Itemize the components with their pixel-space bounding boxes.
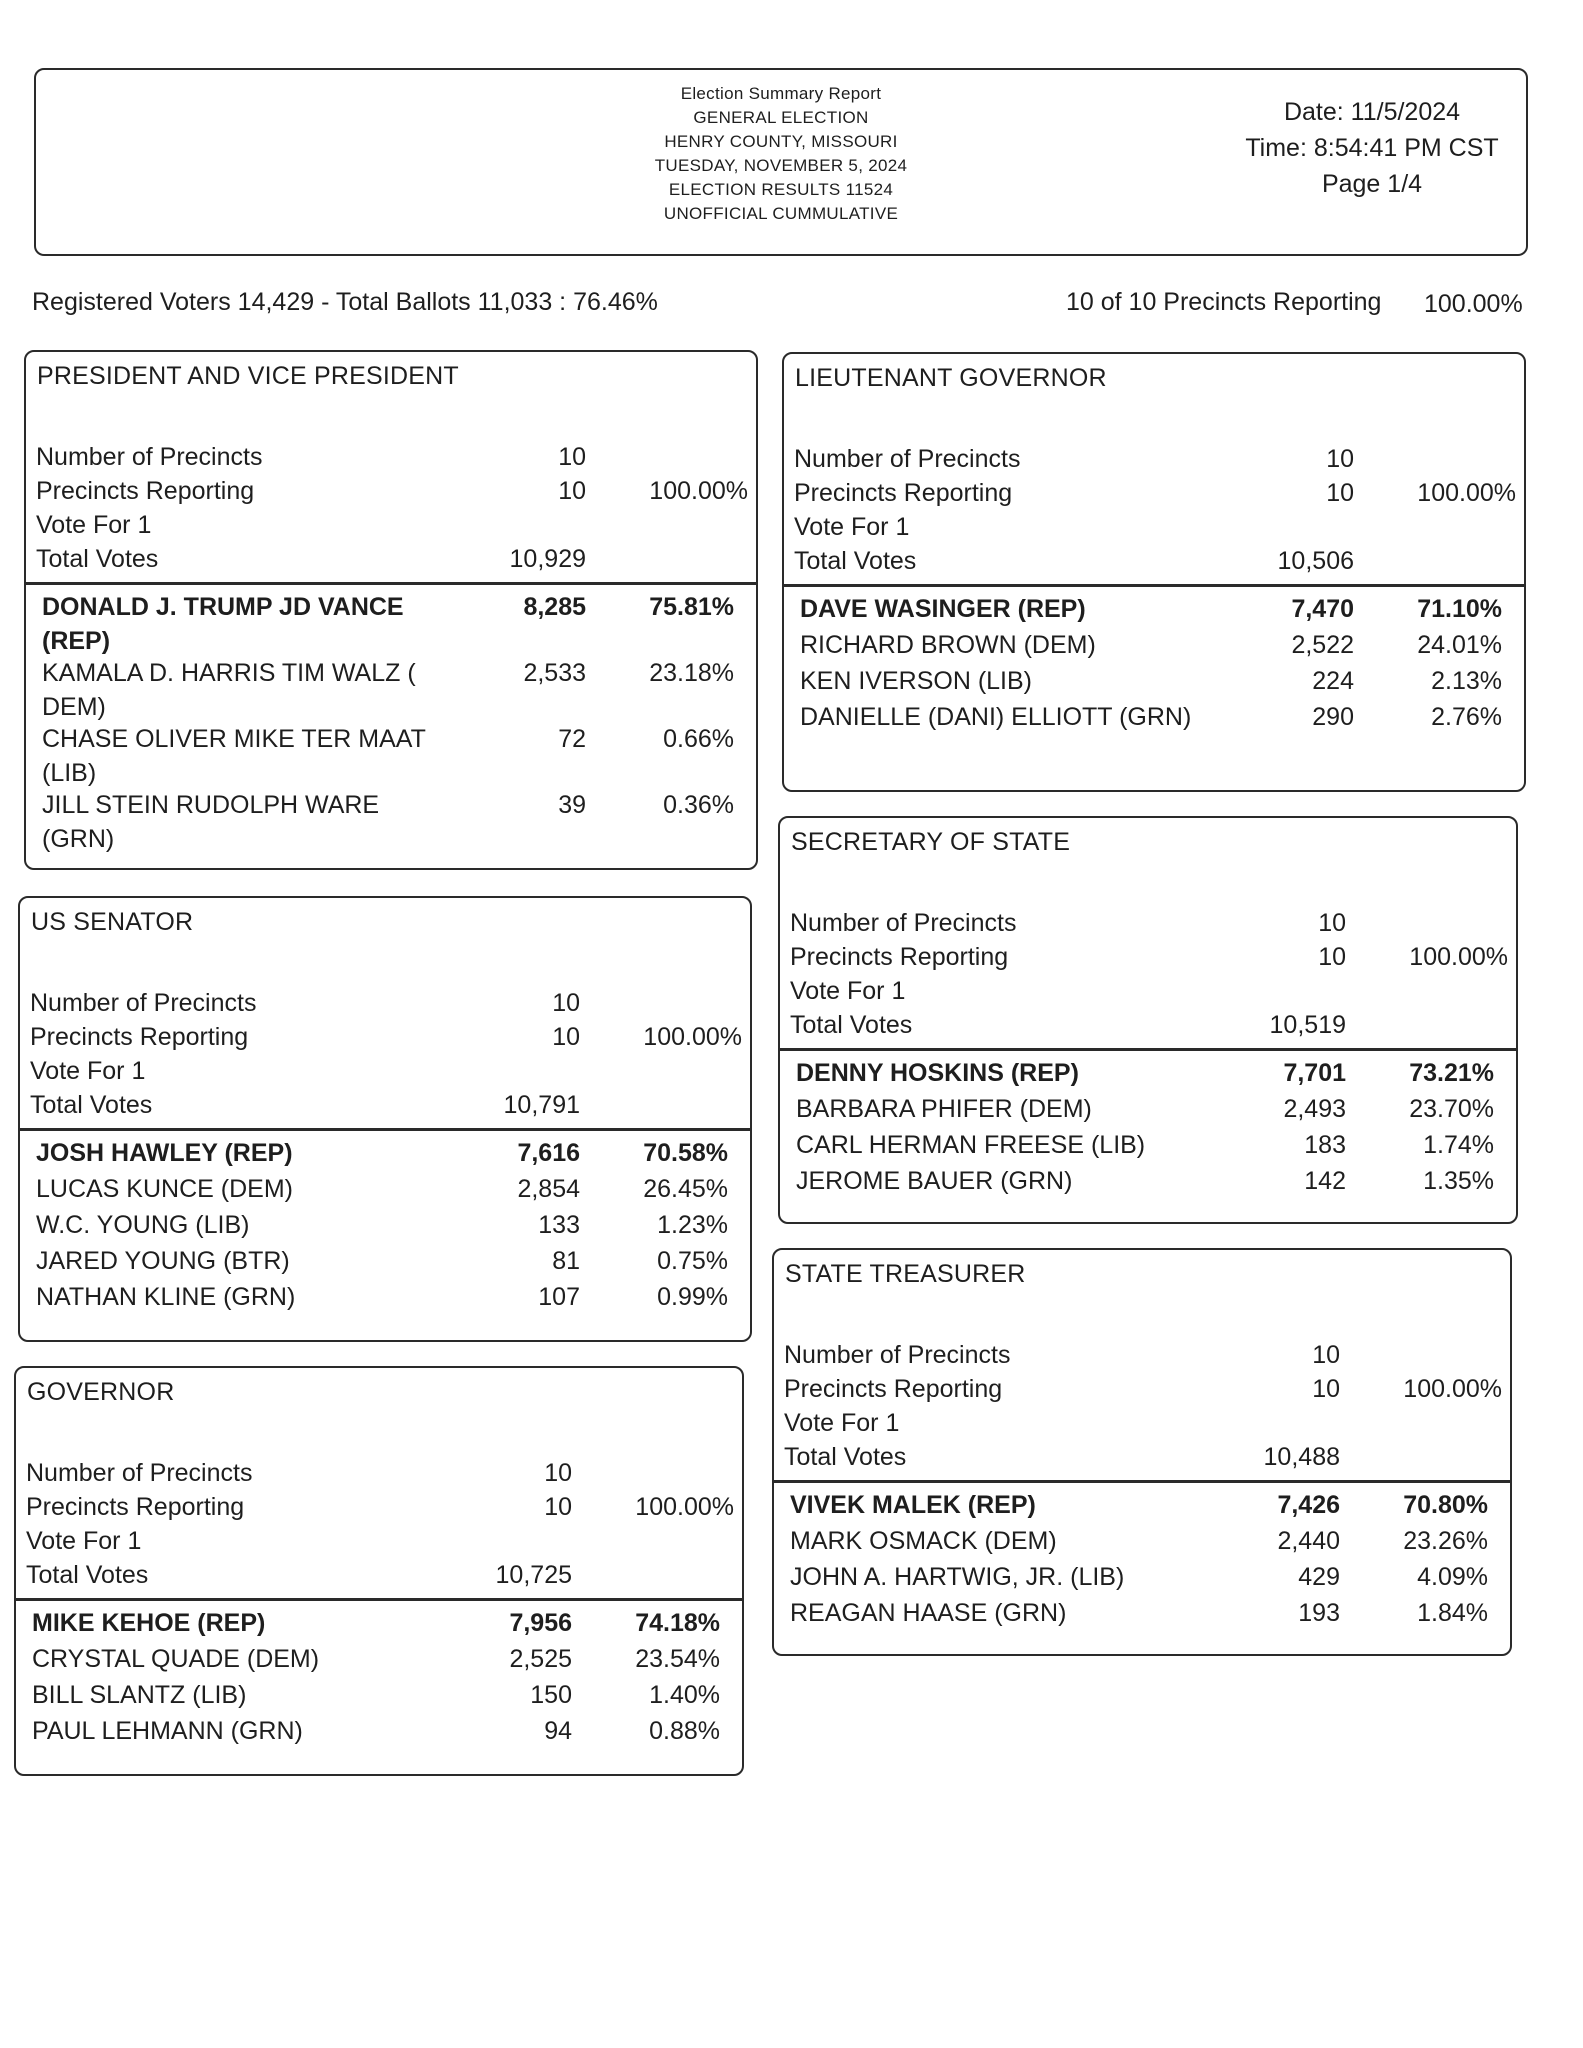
contest-title: US SENATOR <box>31 908 194 936</box>
candidate-percent: 23.26% <box>1403 1527 1488 1555</box>
contest-divider <box>782 584 1526 587</box>
candidate-name: NATHAN KLINE (GRN) <box>36 1283 296 1311</box>
candidate-row <box>780 1056 1516 1092</box>
contest-divider <box>778 1048 1518 1051</box>
precincts-reporting-row <box>20 1020 750 1054</box>
row-label: Vote For 1 <box>794 513 910 541</box>
candidate-name: DAVE WASINGER (REP) <box>800 595 1086 623</box>
report-meta <box>1232 94 1512 202</box>
precincts-reporting-summary: 10 of 10 Precincts Reporting <box>1066 288 1382 316</box>
row-label: Total Votes <box>30 1091 153 1119</box>
precincts-reporting-row <box>26 474 756 508</box>
results-id: ELECTION RESULTS 11524 <box>668 180 894 199</box>
row-value: 10 <box>558 443 586 471</box>
row-value: 10 <box>544 1493 572 1521</box>
candidate-row <box>20 1244 750 1280</box>
row-value: 10,725 <box>495 1561 572 1589</box>
candidate-votes: 39 <box>558 791 586 819</box>
candidate-percent: 0.88% <box>649 1717 720 1745</box>
row-label: Vote For 1 <box>36 511 152 539</box>
candidate-row <box>16 1606 742 1642</box>
row-label: Vote For 1 <box>784 1409 900 1437</box>
candidate-name: VIVEK MALEK (REP) <box>790 1491 1036 1519</box>
candidate-name: BARBARA PHIFER (DEM) <box>796 1095 1092 1123</box>
report-title: Election Summary Report <box>680 84 882 103</box>
number-of-precincts-row <box>16 1456 742 1490</box>
page-number: Page 1/4 <box>1321 170 1423 198</box>
candidate-votes: 290 <box>1312 703 1354 731</box>
row-label: Number of Precincts <box>26 1459 253 1487</box>
candidate-votes: 81 <box>552 1247 580 1275</box>
candidate-votes: 2,854 <box>517 1175 580 1203</box>
candidate-name: REAGAN HAASE (GRN) <box>790 1599 1067 1627</box>
candidate-percent: 24.01% <box>1417 631 1502 659</box>
total-votes-row <box>20 1088 750 1122</box>
row-label: Number of Precincts <box>30 989 257 1017</box>
candidate-votes: 2,533 <box>523 659 586 687</box>
candidate-percent: 1.35% <box>1423 1167 1494 1195</box>
total-votes-row <box>780 1008 1516 1042</box>
row-value: 10,929 <box>509 545 586 573</box>
candidate-votes: 183 <box>1304 1131 1346 1159</box>
candidate-votes: 8,285 <box>523 593 586 621</box>
election-name: GENERAL ELECTION <box>693 108 869 127</box>
candidate-row <box>20 1208 750 1244</box>
vote-for-row <box>780 974 1516 1008</box>
row-value: 10,791 <box>503 1091 580 1119</box>
candidate-name: RICHARD BROWN (DEM) <box>800 631 1096 659</box>
row-label: Total Votes <box>790 1011 913 1039</box>
candidate-percent: 23.70% <box>1409 1095 1494 1123</box>
contest-title: LIEUTENANT GOVERNOR <box>795 364 1107 392</box>
row-label: Total Votes <box>26 1561 149 1589</box>
candidate-name: KEN IVERSON (LIB) <box>800 667 1032 695</box>
results-status: UNOFFICIAL CUMMULATIVE <box>663 204 899 223</box>
row-label: Precincts Reporting <box>30 1023 249 1051</box>
row-value: 10 <box>1326 445 1354 473</box>
contest-title: STATE TREASURER <box>785 1260 1026 1288</box>
row-percent: 100.00% <box>1403 1375 1502 1403</box>
row-value: 10,519 <box>1269 1011 1346 1039</box>
vote-for-row <box>20 1054 750 1088</box>
number-of-precincts-row <box>784 442 1524 476</box>
candidate-votes: 2,522 <box>1291 631 1354 659</box>
row-label: Vote For 1 <box>26 1527 142 1555</box>
candidate-row <box>16 1714 742 1750</box>
candidate-percent: 0.36% <box>663 791 734 819</box>
candidate-name: MARK OSMACK (DEM) <box>790 1527 1057 1555</box>
row-value: 10,488 <box>1263 1443 1340 1471</box>
contest-box <box>782 352 1526 792</box>
candidate-name: W.C. YOUNG (LIB) <box>36 1211 250 1239</box>
candidate-row <box>784 664 1524 700</box>
row-value: 10 <box>1312 1341 1340 1369</box>
precincts-reporting-percent: 100.00% <box>1424 290 1523 318</box>
number-of-precincts-row <box>26 440 756 474</box>
number-of-precincts-row <box>774 1338 1510 1372</box>
candidate-votes: 94 <box>544 1717 572 1745</box>
row-percent: 100.00% <box>1417 479 1516 507</box>
report-time: Time: 8:54:41 PM CST <box>1245 134 1499 162</box>
candidate-name: BILL SLANTZ (LIB) <box>32 1681 247 1709</box>
vote-for-row <box>26 508 756 542</box>
precincts-reporting-row <box>784 476 1524 510</box>
row-percent: 100.00% <box>643 1023 742 1051</box>
candidate-name: DANIELLE (DANI) ELLIOTT (GRN) <box>800 703 1192 731</box>
contest-divider <box>18 1128 752 1131</box>
candidate-percent: 70.80% <box>1403 1491 1488 1519</box>
row-label: Vote For 1 <box>30 1057 146 1085</box>
row-percent: 100.00% <box>1409 943 1508 971</box>
row-value: 10 <box>552 1023 580 1051</box>
candidate-row <box>26 656 756 722</box>
candidate-name: JOSH HAWLEY (REP) <box>36 1139 293 1167</box>
candidate-name: CHASE OLIVER MIKE TER MAAT (LIB) <box>42 725 426 787</box>
total-votes-row <box>26 542 756 576</box>
election-date: TUESDAY, NOVEMBER 5, 2024 <box>654 156 908 175</box>
contest-box <box>772 1248 1512 1656</box>
candidate-votes: 193 <box>1298 1599 1340 1627</box>
candidate-row <box>20 1172 750 1208</box>
candidate-name: CARL HERMAN FREESE (LIB) <box>796 1131 1146 1159</box>
contest-box <box>778 816 1518 1224</box>
candidate-percent: 23.54% <box>635 1645 720 1673</box>
row-percent: 100.00% <box>635 1493 734 1521</box>
candidate-row <box>20 1136 750 1172</box>
candidate-row <box>16 1678 742 1714</box>
row-percent: 100.00% <box>649 477 748 505</box>
candidate-votes: 224 <box>1312 667 1354 695</box>
row-value: 10,506 <box>1277 547 1354 575</box>
row-value: 10 <box>1318 909 1346 937</box>
candidate-row <box>780 1092 1516 1128</box>
candidate-name: JARED YOUNG (BTR) <box>36 1247 290 1275</box>
contest-box <box>18 896 752 1342</box>
row-label: Precincts Reporting <box>784 1375 1003 1403</box>
contest-divider <box>772 1480 1512 1483</box>
total-votes-row <box>774 1440 1510 1474</box>
candidate-percent: 2.76% <box>1431 703 1502 731</box>
candidate-row <box>16 1642 742 1678</box>
row-label: Vote For 1 <box>790 977 906 1005</box>
contest-title: SECRETARY OF STATE <box>791 828 1071 856</box>
candidate-percent: 4.09% <box>1417 1563 1488 1591</box>
candidate-percent: 1.23% <box>657 1211 728 1239</box>
row-label: Total Votes <box>784 1443 907 1471</box>
contest-divider <box>14 1598 744 1601</box>
candidate-percent: 70.58% <box>643 1139 728 1167</box>
vote-for-row <box>774 1406 1510 1440</box>
number-of-precincts-row <box>20 986 750 1020</box>
candidate-percent: 1.84% <box>1417 1599 1488 1627</box>
contest-title: PRESIDENT AND VICE PRESIDENT <box>37 362 459 390</box>
candidate-row <box>26 722 756 788</box>
candidate-row <box>26 788 756 854</box>
candidate-row <box>784 628 1524 664</box>
row-label: Precincts Reporting <box>26 1493 245 1521</box>
row-value: 10 <box>544 1459 572 1487</box>
contest-divider <box>24 582 758 585</box>
candidate-votes: 429 <box>1298 1563 1340 1591</box>
candidate-row <box>774 1524 1510 1560</box>
row-label: Total Votes <box>794 547 917 575</box>
candidate-percent: 23.18% <box>649 659 734 687</box>
row-label: Number of Precincts <box>794 445 1021 473</box>
row-label: Number of Precincts <box>790 909 1017 937</box>
row-label: Precincts Reporting <box>36 477 255 505</box>
candidate-percent: 71.10% <box>1417 595 1502 623</box>
candidate-row <box>780 1164 1516 1200</box>
candidate-votes: 2,440 <box>1277 1527 1340 1555</box>
candidate-votes: 2,493 <box>1283 1095 1346 1123</box>
county-name: HENRY COUNTY, MISSOURI <box>664 132 898 151</box>
candidate-row <box>26 590 756 656</box>
candidate-name: JILL STEIN RUDOLPH WARE (GRN) <box>42 791 380 853</box>
candidate-name: LUCAS KUNCE (DEM) <box>36 1175 293 1203</box>
candidate-votes: 7,470 <box>1291 595 1354 623</box>
candidate-row <box>784 592 1524 628</box>
row-value: 10 <box>1326 479 1354 507</box>
candidate-votes: 107 <box>538 1283 580 1311</box>
candidate-votes: 7,426 <box>1277 1491 1340 1519</box>
precincts-reporting-row <box>780 940 1516 974</box>
candidate-name: JOHN A. HARTWIG, JR. (LIB) <box>790 1563 1125 1591</box>
candidate-votes: 7,701 <box>1283 1059 1346 1087</box>
candidate-percent: 1.74% <box>1423 1131 1494 1159</box>
total-votes-row <box>784 544 1524 578</box>
row-label: Precincts Reporting <box>790 943 1009 971</box>
candidate-votes: 150 <box>530 1681 572 1709</box>
row-value: 10 <box>558 477 586 505</box>
row-value: 10 <box>552 989 580 1017</box>
vote-for-row <box>784 510 1524 544</box>
candidate-percent: 2.13% <box>1431 667 1502 695</box>
contest-box <box>24 350 758 870</box>
candidate-row <box>784 700 1524 766</box>
candidate-votes: 2,525 <box>509 1645 572 1673</box>
candidate-name: JEROME BAUER (GRN) <box>796 1167 1073 1195</box>
precincts-reporting-row <box>16 1490 742 1524</box>
candidate-percent: 73.21% <box>1409 1059 1494 1087</box>
candidate-row <box>774 1596 1510 1632</box>
candidate-row <box>20 1280 750 1316</box>
candidate-votes: 133 <box>538 1211 580 1239</box>
candidate-name: CRYSTAL QUADE (DEM) <box>32 1645 320 1673</box>
candidate-votes: 7,616 <box>517 1139 580 1167</box>
row-label: Total Votes <box>36 545 159 573</box>
report-date: Date: 11/5/2024 <box>1283 98 1461 126</box>
contest-box <box>14 1366 744 1776</box>
vote-for-row <box>16 1524 742 1558</box>
candidate-name: DENNY HOSKINS (REP) <box>796 1059 1079 1087</box>
candidate-name: PAUL LEHMANN (GRN) <box>32 1717 303 1745</box>
candidate-percent: 0.99% <box>657 1283 728 1311</box>
row-label: Number of Precincts <box>784 1341 1011 1369</box>
candidate-row <box>774 1488 1510 1524</box>
registered-voters-summary: Registered Voters 14,429 - Total Ballots 11,033 : 76.46% <box>32 288 658 316</box>
candidate-percent: 0.75% <box>657 1247 728 1275</box>
candidate-votes: 7,956 <box>509 1609 572 1637</box>
precincts-reporting-row <box>774 1372 1510 1406</box>
candidate-name: MIKE KEHOE (REP) <box>32 1609 266 1637</box>
candidate-row <box>774 1560 1510 1596</box>
row-value: 10 <box>1312 1375 1340 1403</box>
row-value: 10 <box>1318 943 1346 971</box>
total-votes-row <box>16 1558 742 1592</box>
candidate-votes: 142 <box>1304 1167 1346 1195</box>
candidate-row <box>780 1128 1516 1164</box>
candidate-name: DONALD J. TRUMP JD VANCE (REP) <box>42 593 404 655</box>
number-of-precincts-row <box>780 906 1516 940</box>
report-header <box>34 68 1528 256</box>
candidate-name: KAMALA D. HARRIS TIM WALZ ( DEM) <box>42 659 416 721</box>
candidate-percent: 74.18% <box>635 1609 720 1637</box>
row-label: Precincts Reporting <box>794 479 1013 507</box>
candidate-percent: 26.45% <box>643 1175 728 1203</box>
contest-title: GOVERNOR <box>27 1378 175 1406</box>
candidate-votes: 72 <box>558 725 586 753</box>
candidate-percent: 0.66% <box>663 725 734 753</box>
candidate-percent: 75.81% <box>649 593 734 621</box>
candidate-percent: 1.40% <box>649 1681 720 1709</box>
row-label: Number of Precincts <box>36 443 263 471</box>
